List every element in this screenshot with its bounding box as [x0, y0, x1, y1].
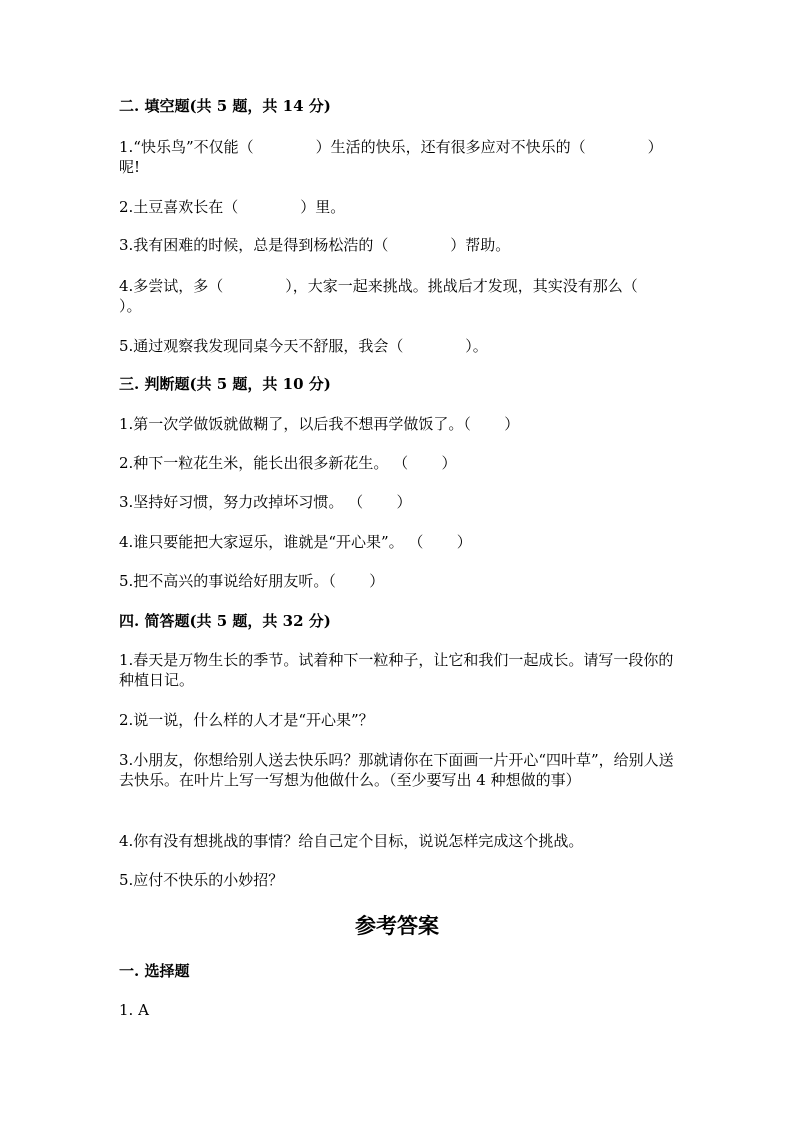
true-false-question-3: 3.坚持好习惯，努力改掉坏习惯。 （ ）	[119, 493, 412, 511]
section-heading-true-false: 三. 判断题(共 5 题，共 10 分)	[119, 375, 331, 393]
section-heading-fill-blank: 二. 填空题(共 5 题，共 14 分)	[119, 97, 331, 115]
fill-blank-question-3: 3.我有困难的时候，总是得到杨松浩的（ ）帮助。	[119, 236, 511, 254]
fill-blank-question-1: 1.“快乐鸟”不仅能（ ）生活的快乐，还有很多应对不快乐的（ ）呢!	[119, 138, 663, 176]
fill-blank-question-5: 5.通过观察我发现同桌今天不舒服，我会（ ）。	[119, 337, 488, 355]
answer-key-title: 参考答案	[355, 913, 439, 938]
fill-blank-question-4: 4.多尝试，多（ ），大家一起来挑战。挑战后才发现，其实没有那么（ ）。	[119, 277, 700, 315]
short-answer-question-3: 3.小朋友，你想给别人送去快乐吗？那就请你在下面画一片开心“四叶草”，给别人送去快乐。在叶片上写一写想为他做什么。（至少要写出 4 种想做的事）	[119, 751, 674, 789]
section-heading-short-answer: 四. 简答题(共 5 题，共 32 分)	[119, 612, 331, 630]
true-false-question-4: 4.谁只要能把大家逗乐，谁就是“开心果”。 （ ）	[119, 533, 472, 551]
answer-item-1: 1. A	[119, 1001, 149, 1019]
true-false-question-2: 2.种下一粒花生米，能长出很多新花生。 （ ）	[119, 454, 457, 472]
true-false-question-1: 1.第一次学做饭就做糊了，以后我不想再学做饭了。（ ）	[119, 415, 520, 433]
short-answer-question-4: 4.你有没有想挑战的事情？给自己定个目标，说说怎样完成这个挑战。	[119, 832, 584, 850]
short-answer-question-1: 1.春天是万物生长的季节。试着种下一粒种子，让它和我们一起成长。请写一段你的种植日记。	[119, 651, 674, 689]
answer-section-heading: 一. 选择题	[119, 962, 190, 980]
short-answer-question-2: 2.说一说，什么样的人才是“开心果”？	[119, 711, 374, 729]
short-answer-question-5: 5.应付不快乐的小妙招？	[119, 871, 284, 889]
fill-blank-question-2: 2.土豆喜欢长在（ ）里。	[119, 198, 346, 216]
true-false-question-5: 5.把不高兴的事说给好朋友听。（ ）	[119, 572, 385, 590]
